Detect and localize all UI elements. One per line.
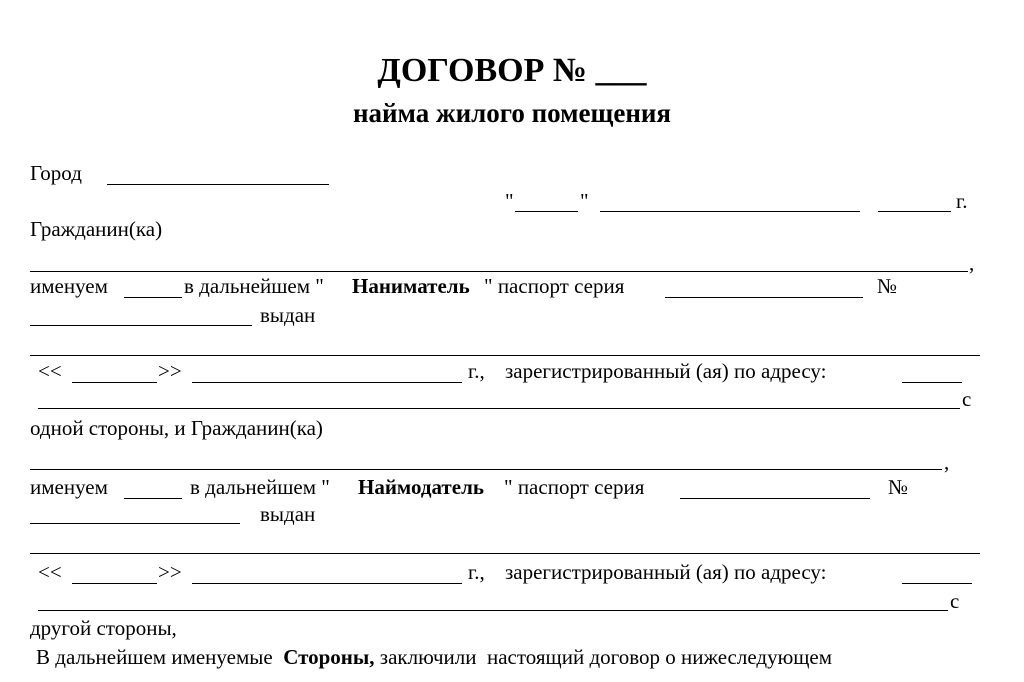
final-suffix: заключили настоящий договор о нижеследующем <box>379 645 833 669</box>
party2-address-start-field[interactable] <box>902 583 972 584</box>
party2-date-open: << <box>38 560 62 584</box>
party1-name-comma: , <box>969 251 975 275</box>
party2-issued-by-field[interactable] <box>30 553 980 554</box>
party2-named-mid: в дальнейшем " <box>190 475 330 499</box>
final-prefix: В дальнейшем именуемые <box>36 645 273 669</box>
party2-address-field[interactable] <box>38 610 948 611</box>
party1-side-text: одной стороны, и Гражданин(ка) <box>30 416 323 440</box>
party1-gender-suffix-field[interactable] <box>124 297 182 298</box>
party1-issued-by-field[interactable] <box>30 355 980 356</box>
party2-passport-series-field[interactable] <box>680 498 870 499</box>
party1-passport-text: " паспорт серия <box>484 274 625 298</box>
city-field[interactable] <box>107 184 329 185</box>
final-bold-word: Стороны, <box>283 645 375 669</box>
party2-issue-month-field[interactable] <box>192 583 462 584</box>
date-day-field[interactable] <box>515 211 578 212</box>
document-title: ДОГОВОР № ___ <box>377 52 647 89</box>
party1-role: Наниматель <box>352 274 470 298</box>
party2-passport-number-field[interactable] <box>30 523 240 524</box>
party2-role: Наймодатель <box>358 475 484 499</box>
party2-date-close: >> <box>158 560 182 584</box>
final-line <box>36 645 832 669</box>
party1-named-mid: в дальнейшем " <box>184 274 324 298</box>
party2-registered-text: зарегистрированный (ая) по адресу: <box>505 560 827 584</box>
party1-passport-series-field[interactable] <box>665 297 863 298</box>
document-subtitle: найма жилого помещения <box>352 98 672 128</box>
party2-number-sign: № <box>888 475 909 499</box>
party2-name-field[interactable] <box>30 469 942 470</box>
party2-issue-day-field[interactable] <box>72 583 157 584</box>
party1-issue-day-field[interactable] <box>72 382 157 383</box>
party2-side-text: другой стороны, <box>30 616 177 640</box>
party2-gender-suffix-field[interactable] <box>124 498 182 499</box>
party1-passport-number-field[interactable] <box>30 325 252 326</box>
party1-named-prefix: именуем <box>30 274 108 298</box>
party1-side-letter: с <box>962 387 972 411</box>
date-year-field[interactable] <box>878 211 951 212</box>
party2-passport-text: " паспорт серия <box>504 475 645 499</box>
city-label: Город <box>30 161 82 185</box>
party1-date-open: << <box>38 359 62 383</box>
party1-issue-month-field[interactable] <box>192 382 462 383</box>
party1-date-close: >> <box>158 359 182 383</box>
party1-registered-text: зарегистрированный (ая) по адресу: <box>505 359 827 383</box>
party2-issued-label: выдан <box>260 502 316 526</box>
year-suffix: г. <box>956 189 968 213</box>
party1-issued-label: выдан <box>260 303 316 327</box>
party2-named-prefix: именуем <box>30 475 108 499</box>
party1-name-field[interactable] <box>30 271 968 272</box>
party2-side-letter: с <box>950 589 960 613</box>
party1-year-text: г., <box>468 359 485 383</box>
party1-number-sign: № <box>877 274 898 298</box>
date-quote-close: " <box>580 189 589 213</box>
party2-name-comma: , <box>944 450 950 474</box>
date-quote-open: " <box>505 189 514 213</box>
date-month-field[interactable] <box>600 211 860 212</box>
party1-address-field[interactable] <box>38 408 960 409</box>
party1-citizen-label: Гражданин(ка) <box>30 217 163 241</box>
party2-year-text: г., <box>468 560 485 584</box>
party1-address-start-field[interactable] <box>902 382 962 383</box>
